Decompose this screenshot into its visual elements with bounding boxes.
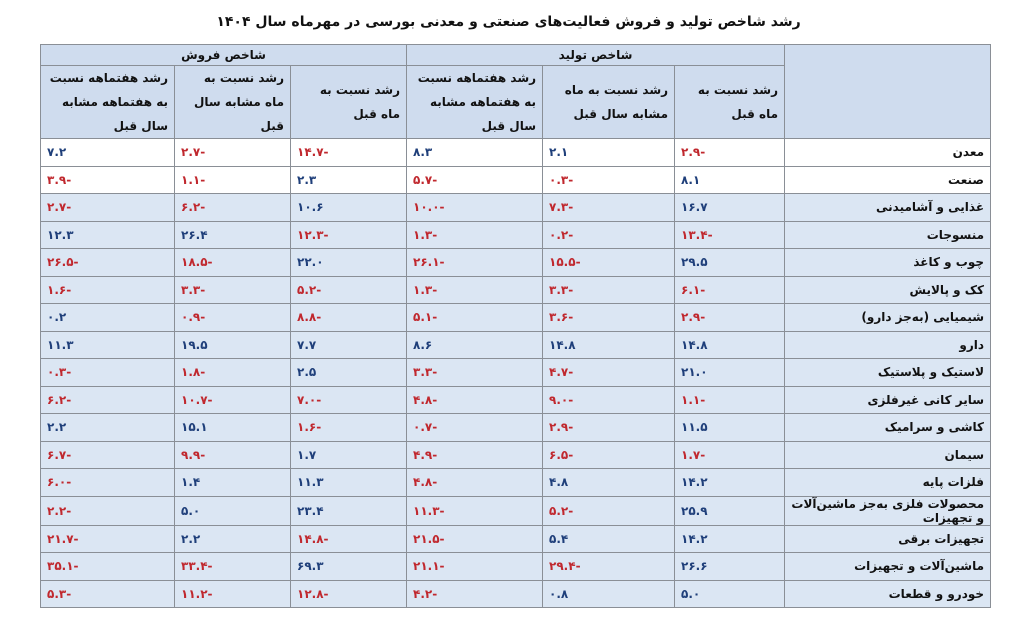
table-row [41,221,991,249]
value-cell: -۱.۶ [291,414,407,442]
value-cell: -۱۲.۳ [291,221,407,249]
value-cell: -۲.۷ [175,139,291,167]
value-cell: -۰.۳ [41,359,175,387]
value-cell: ۱۱.۳ [41,331,175,359]
column-header: رشد نسبت به ماه مشابه سال قبل [175,66,291,139]
table-row [41,580,991,608]
value-cell: -۲.۲ [41,496,175,525]
value-cell: -۸.۸ [291,304,407,332]
value-cell: -۷.۰ [291,386,407,414]
value-cell: -۱۲.۸ [291,580,407,608]
value-cell: ۵.۰ [675,580,785,608]
row-label: لاستیک و پلاستیک [785,359,991,387]
row-label: دارو [785,331,991,359]
table-row [41,166,991,194]
value-cell: ۵.۴ [543,525,675,553]
value-cell: -۲۹.۴ [543,553,675,581]
value-cell: -۳.۹ [41,166,175,194]
row-label: غذایی و آشامیدنی [785,194,991,222]
value-cell: -۴.۷ [543,359,675,387]
column-header: رشد هفتماهه نسبت به هفتماهه مشابه سال قبل [407,66,543,139]
row-label: منسوجات [785,221,991,249]
value-cell: -۱.۷ [675,441,785,469]
value-cell: -۱۵.۵ [543,249,675,277]
value-cell: -۱.۸ [175,359,291,387]
value-cell: -۱۱.۲ [175,580,291,608]
value-cell: -۰.۳ [543,166,675,194]
value-cell: ۸.۳ [407,139,543,167]
value-cell: ۱۲.۳ [41,221,175,249]
value-cell: -۲۶.۱ [407,249,543,277]
table-row [41,469,991,497]
value-cell: -۱.۱ [175,166,291,194]
value-cell: ۱۶.۷ [675,194,785,222]
value-cell: -۳.۳ [175,276,291,304]
value-cell: -۱۸.۵ [175,249,291,277]
value-cell: -۳۳.۴ [175,553,291,581]
value-cell: -۵.۱ [407,304,543,332]
table-row [41,525,991,553]
row-label: صنعت [785,166,991,194]
value-cell: -۶.۵ [543,441,675,469]
value-cell: ۸.۱ [675,166,785,194]
row-label: سیمان [785,441,991,469]
value-cell: ۲.۲ [175,525,291,553]
value-cell: -۱۴.۷ [291,139,407,167]
value-cell: -۱.۱ [675,386,785,414]
row-label: چوب و کاغذ [785,249,991,277]
row-label: تجهیزات برقی [785,525,991,553]
row-label: کاشی و سرامیک [785,414,991,442]
value-cell: -۱.۳ [407,276,543,304]
value-cell: ۲۲.۰ [291,249,407,277]
value-cell: -۱۰.۰ [407,194,543,222]
value-cell: -۱۱.۳ [407,496,543,525]
table-row [41,496,991,525]
table-row [41,359,991,387]
column-header: رشد نسبت به ماه مشابه سال قبل [543,66,675,139]
value-cell: -۵.۲ [291,276,407,304]
table-row [41,304,991,332]
value-cell: -۳.۳ [543,276,675,304]
value-cell: -۱۳.۴ [675,221,785,249]
sales-group-header: شاخص فروش [41,45,407,66]
value-cell: -۰.۹ [175,304,291,332]
value-cell: ۱۹.۵ [175,331,291,359]
value-cell: -۴.۸ [407,386,543,414]
table-row [41,553,991,581]
value-cell: ۲۶.۴ [175,221,291,249]
table-row [41,249,991,277]
column-header: رشد هفتماهه نسبت به هفتماهه مشابه سال قبل [41,66,175,139]
row-label: خودرو و قطعات [785,580,991,608]
table-row [41,441,991,469]
value-cell: ۲۳.۴ [291,496,407,525]
value-cell: ۱.۴ [175,469,291,497]
row-label: شیمیایی (به‌جز دارو) [785,304,991,332]
value-cell: -۲۱.۷ [41,525,175,553]
table-row [41,139,991,167]
industrial-growth-table [40,44,991,608]
value-cell: -۶.۲ [175,194,291,222]
row-label: کک و پالایش [785,276,991,304]
value-cell: ۱.۷ [291,441,407,469]
value-cell: -۲۱.۵ [407,525,543,553]
value-cell: -۹.۹ [175,441,291,469]
value-cell: -۴.۹ [407,441,543,469]
value-cell: -۹.۰ [543,386,675,414]
value-cell: ۲.۳ [291,166,407,194]
value-cell: -۰.۲ [543,221,675,249]
value-cell: -۶.۰ [41,469,175,497]
row-label: فلزات پایه [785,469,991,497]
value-cell: ۷.۲ [41,139,175,167]
value-cell: -۲.۷ [41,194,175,222]
value-cell: ۲۶.۶ [675,553,785,581]
value-cell: -۲.۹ [675,304,785,332]
value-cell: -۵.۲ [543,496,675,525]
row-label: معدن [785,139,991,167]
value-cell: -۲۶.۵ [41,249,175,277]
value-cell: ۱۴.۸ [543,331,675,359]
table-row [41,386,991,414]
value-cell: -۴.۲ [407,580,543,608]
value-cell: ۶۹.۳ [291,553,407,581]
value-cell: ۱۱.۵ [675,414,785,442]
value-cell: ۷.۷ [291,331,407,359]
row-label-header [785,45,991,139]
value-cell: ۱۴.۲ [675,469,785,497]
row-label: محصولات فلزی به‌جز ماشین‌آلات و تجهیزات [785,496,991,525]
value-cell: ۲.۱ [543,139,675,167]
value-cell: -۴.۸ [407,469,543,497]
table-row [41,276,991,304]
value-cell: ۱۵.۱ [175,414,291,442]
value-cell: -۱.۳ [407,221,543,249]
value-cell: ۲۵.۹ [675,496,785,525]
value-cell: -۲.۹ [675,139,785,167]
value-cell: -۱۴.۸ [291,525,407,553]
value-cell: ۲.۵ [291,359,407,387]
value-cell: ۴.۸ [543,469,675,497]
value-cell: -۷.۳ [543,194,675,222]
value-cell: ۲۱.۰ [675,359,785,387]
value-cell: -۱۰.۷ [175,386,291,414]
value-cell: ۱۱.۳ [291,469,407,497]
value-cell: -۵.۷ [407,166,543,194]
value-cell: ۲۹.۵ [675,249,785,277]
table-row [41,331,991,359]
row-label: ماشین‌آلات و تجهیزات [785,553,991,581]
value-cell: ۱۴.۸ [675,331,785,359]
column-header: رشد نسبت به ماه قبل [675,66,785,139]
value-cell: -۶.۷ [41,441,175,469]
value-cell: -۶.۲ [41,386,175,414]
production-group-header: شاخص تولید [407,45,785,66]
row-label: سایر کانی غیرفلزی [785,386,991,414]
value-cell: -۳.۳ [407,359,543,387]
value-cell: -۶.۱ [675,276,785,304]
column-header: رشد نسبت به ماه قبل [291,66,407,139]
value-cell: ۲.۲ [41,414,175,442]
value-cell: ۱۴.۲ [675,525,785,553]
value-cell: -۳.۶ [543,304,675,332]
value-cell: -۱.۶ [41,276,175,304]
table-row [41,414,991,442]
value-cell: ۰.۸ [543,580,675,608]
value-cell: ۵.۰ [175,496,291,525]
value-cell: ۱۰.۶ [291,194,407,222]
value-cell: -۲.۹ [543,414,675,442]
table-row [41,194,991,222]
table-title: رشد شاخص تولید و فروش فعالیت‌های صنعتی و معدنی بورسی در مهرماه سال ۱۴۰۴ [216,14,801,30]
value-cell: -۳۵.۱ [41,553,175,581]
value-cell: ۸.۶ [407,331,543,359]
value-cell: -۲۱.۱ [407,553,543,581]
value-cell: -۵.۳ [41,580,175,608]
value-cell: -۰.۷ [407,414,543,442]
value-cell: ۰.۲ [41,304,175,332]
